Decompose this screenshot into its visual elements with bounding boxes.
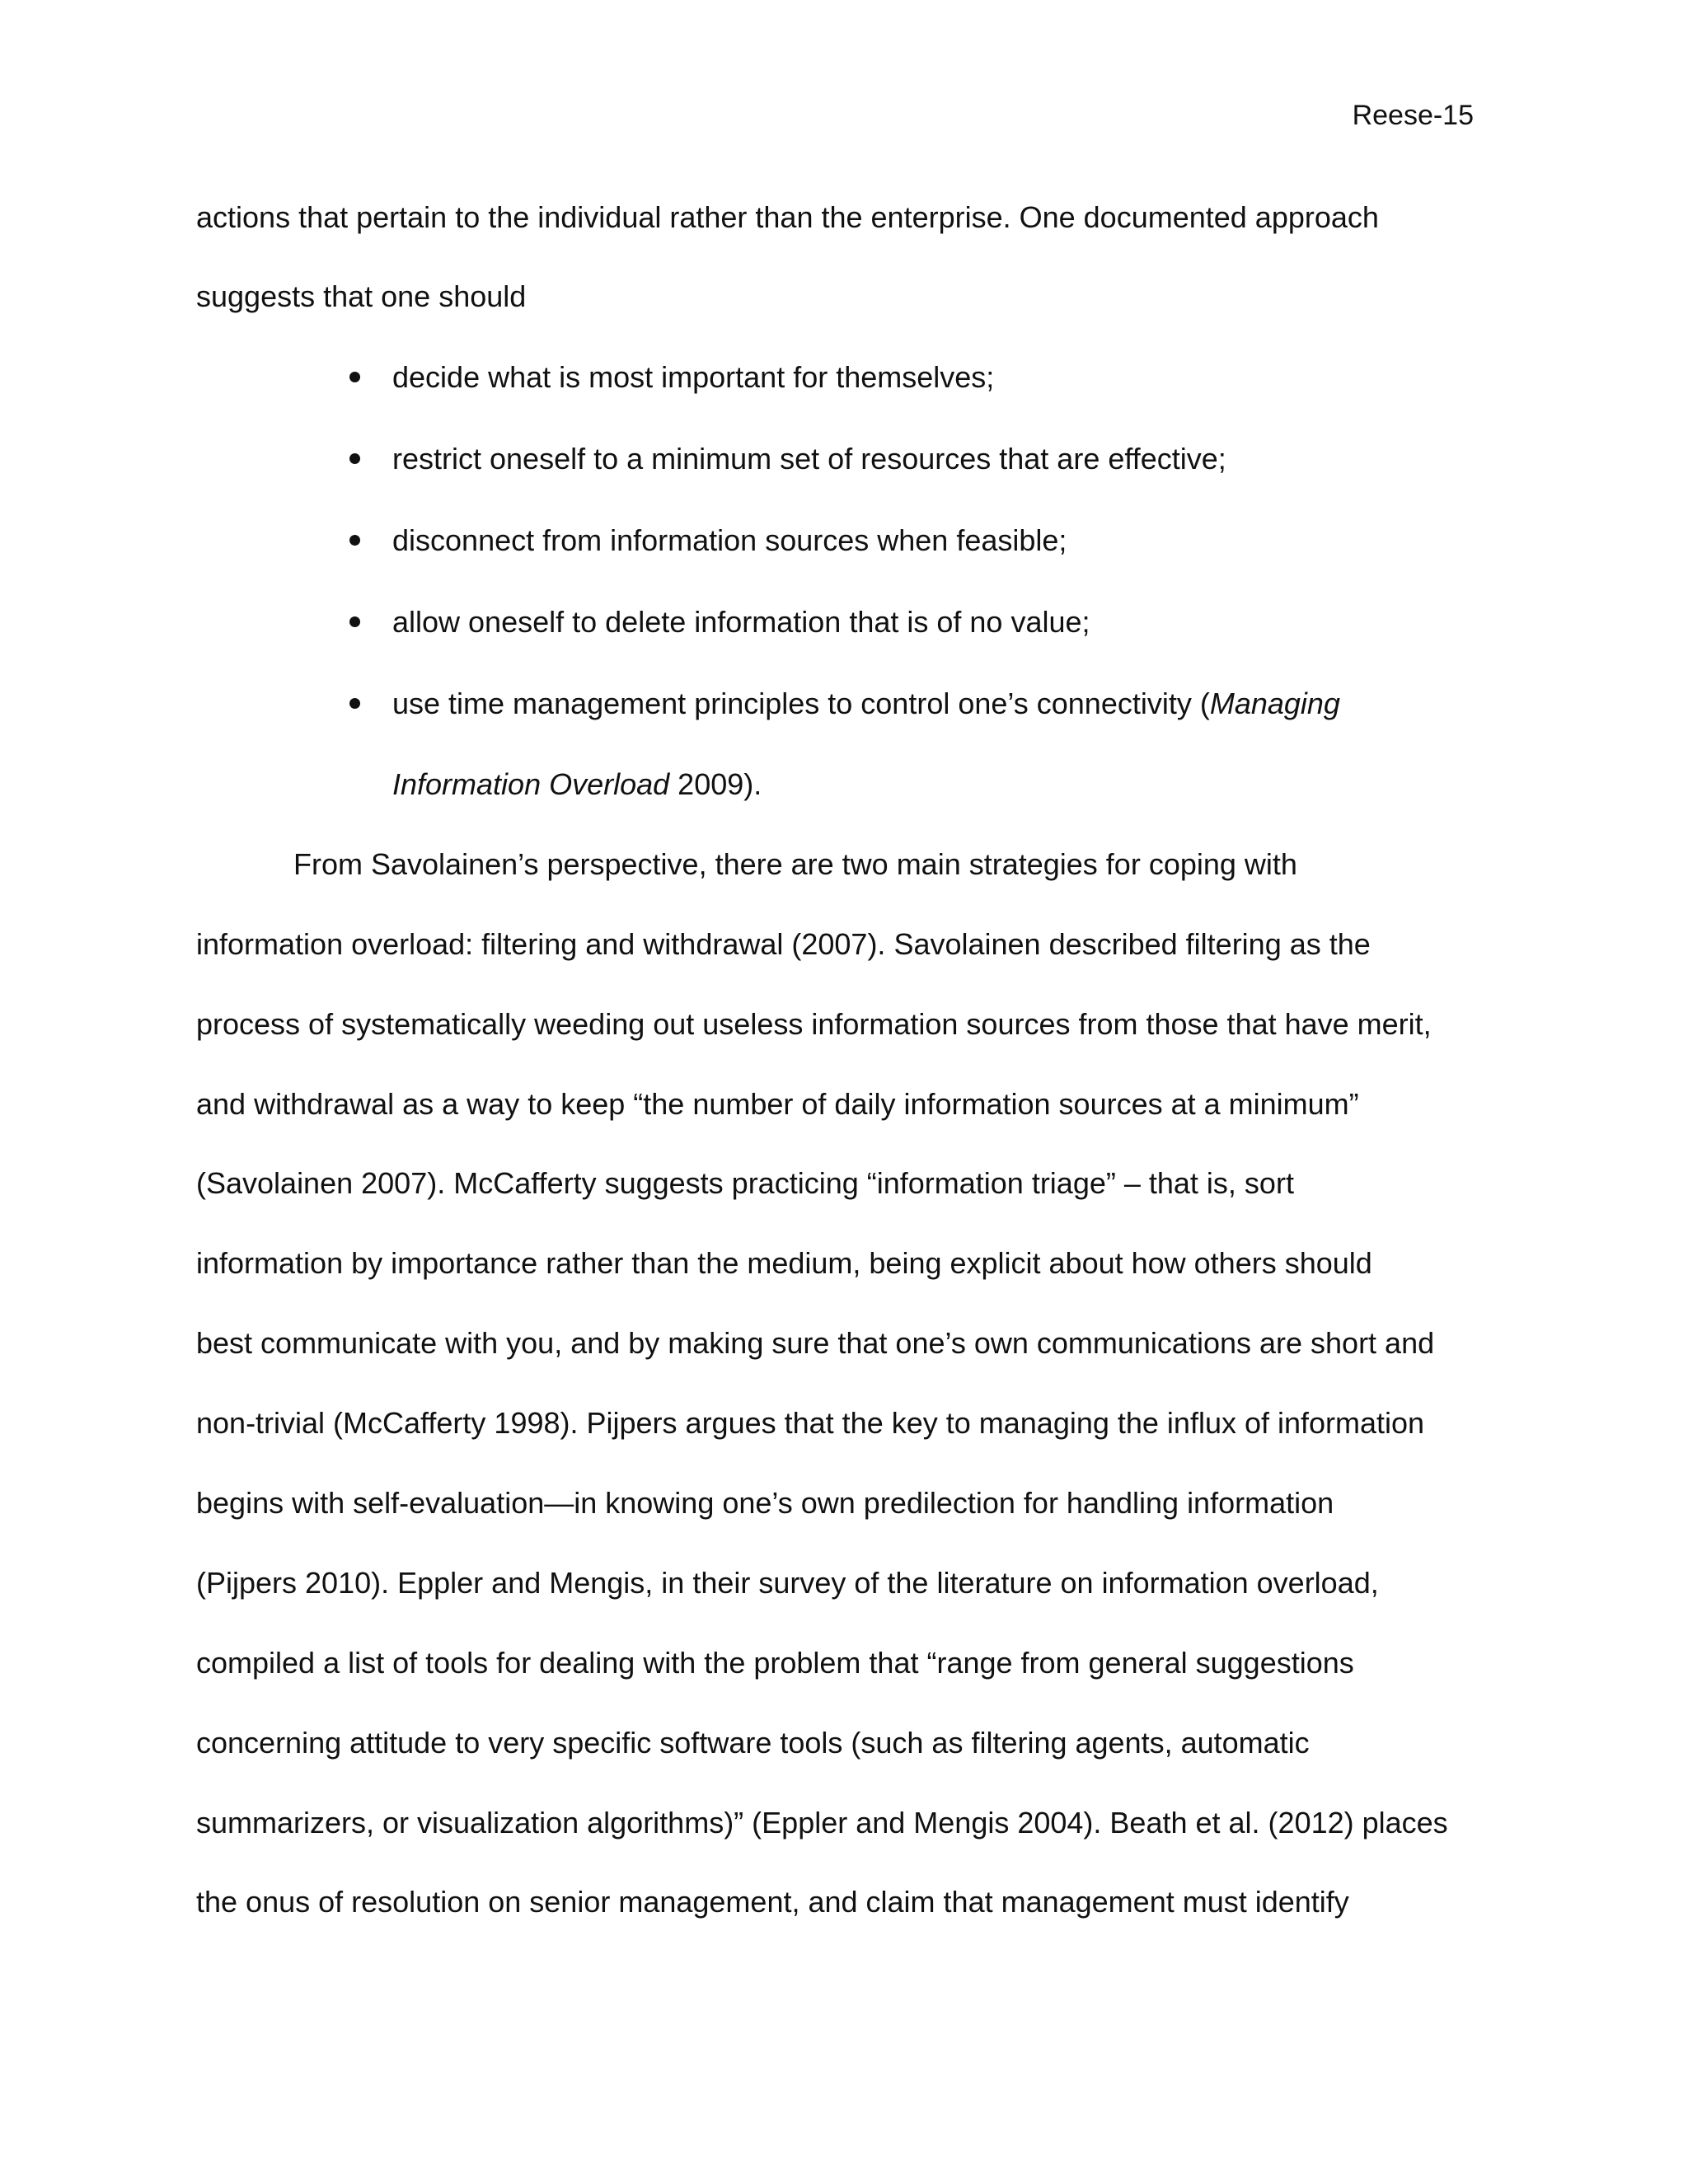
paragraph-line-3: process of systematically weeding out useless information sources from those that have merit,: [196, 1007, 1432, 1041]
bullet-item-1: decide what is most important for themselves;: [392, 360, 995, 394]
bullet-item-5-continued: [392, 766, 762, 803]
bullet-dot: [349, 453, 360, 464]
paragraph-line-1: From Savolainen’s perspective, there are two main strategies for coping with: [293, 847, 1297, 881]
paragraph-line-13: summarizers, or visualization algorithms)” (Eppler and Mengis 2004). Beath et al. (2012) places: [196, 1806, 1448, 1840]
paragraph-line-11: compiled a list of tools for dealing with the problem that “range from general suggestions: [196, 1646, 1354, 1680]
paragraph-line-8: non-trivial (McCafferty 1998). Pijpers argues that the key to managing the influx of information: [196, 1406, 1425, 1440]
intro-line-1: actions that pertain to the individual rather than the enterprise. One documented approach: [196, 200, 1379, 234]
bullet-item-5-italic-title-part1: Managing: [1209, 687, 1340, 720]
bullet-item-2: restrict oneself to a minimum set of resources that are effective;: [392, 442, 1226, 476]
bullet-item-4: allow oneself to delete information that is of no value;: [392, 605, 1090, 639]
paragraph-line-12: concerning attitude to very specific software tools (such as filtering agents, automatic: [196, 1726, 1310, 1760]
paragraph-line-10: (Pijpers 2010). Eppler and Mengis, in their survey of the literature on information overload,: [196, 1566, 1379, 1600]
page-header: Reese-15: [1352, 100, 1474, 131]
bullet-dot: [349, 616, 360, 627]
paragraph-line-9: begins with self-evaluation—in knowing one’s own predilection for handling information: [196, 1486, 1334, 1520]
paragraph-line-7: best communicate with you, and by making sure that one’s own communications are short and: [196, 1326, 1435, 1360]
intro-line-2: suggests that one should: [196, 279, 527, 313]
bullet-item-5-italic-title-part2: Information Overload: [392, 767, 670, 801]
paragraph-line-4: and withdrawal as a way to keep “the number of daily information sources at a minimum”: [196, 1087, 1359, 1121]
paragraph-line-6: information by importance rather than the medium, being explicit about how others should: [196, 1246, 1372, 1280]
bullet-item-5: [392, 686, 1340, 722]
paragraph-line-2: information overload: filtering and withdrawal (2007). Savolainen described filtering as the: [196, 927, 1371, 961]
bullet-item-5-citation: 2009).: [669, 767, 762, 801]
bullet-dot: [349, 698, 360, 709]
bullet-dot: [349, 372, 360, 382]
bullet-dot: [349, 535, 360, 546]
paragraph-line-14: the onus of resolution on senior management, and claim that management must identify: [196, 1885, 1349, 1919]
paragraph-line-5: (Savolainen 2007). McCafferty suggests practicing “information triage” – that is, sort: [196, 1166, 1294, 1200]
bullet-item-5-text: use time management principles to control one’s connectivity (: [392, 687, 1210, 720]
bullet-item-3: disconnect from information sources when feasible;: [392, 523, 1067, 557]
